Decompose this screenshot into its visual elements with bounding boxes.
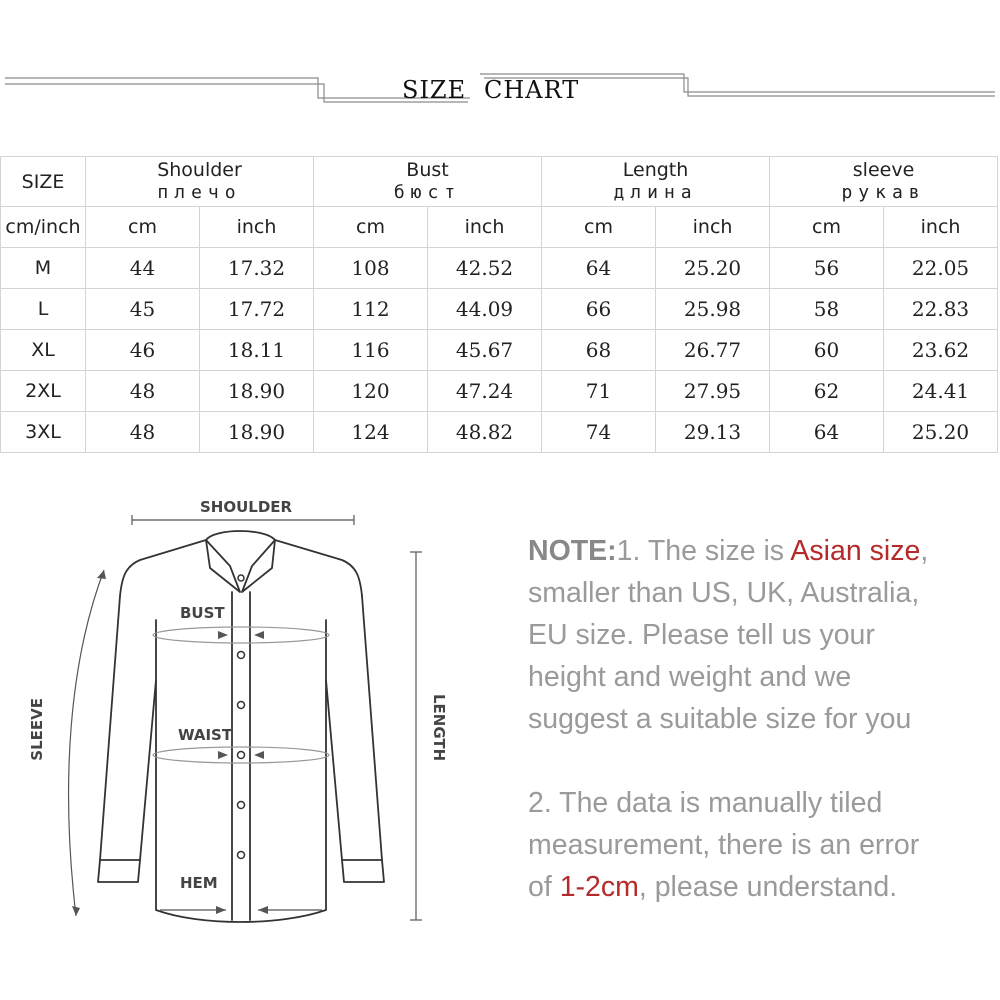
note-spacer	[528, 740, 993, 782]
table-group-header-row	[1, 157, 998, 207]
value-cell: 47.24	[428, 371, 542, 412]
note-2-line-2: measurement, there is an error	[528, 829, 920, 861]
value-cell: 25.20	[884, 412, 998, 453]
value-cell: 45.67	[428, 330, 542, 371]
value-cell: 66	[542, 289, 656, 330]
shirt-outline-icon	[0, 480, 480, 950]
unit-cell: inch	[200, 207, 314, 248]
group-label-en: sleeve	[852, 159, 915, 181]
note-1-line-4: height and weight and we	[528, 661, 852, 693]
value-cell: 22.05	[884, 248, 998, 289]
note-text: of	[528, 871, 560, 903]
note-2-line-1: 2. The data is manually tiled	[528, 787, 883, 819]
value-cell: 27.95	[656, 371, 770, 412]
value-cell: 116	[314, 330, 428, 371]
table-row	[1, 371, 998, 412]
value-cell: 48	[86, 371, 200, 412]
table-row	[1, 289, 998, 330]
value-cell: 42.52	[428, 248, 542, 289]
value-cell: 46	[86, 330, 200, 371]
note-text: ,	[920, 535, 929, 567]
waist-label: WAIST	[178, 726, 233, 744]
unit-cell: inch	[884, 207, 998, 248]
group-label-en: Bust	[406, 159, 449, 181]
value-cell: 48	[86, 412, 200, 453]
title-size: SIZE	[402, 76, 467, 104]
unit-cell: cm	[314, 207, 428, 248]
group-header-length	[542, 157, 770, 207]
note-1-line-3: EU size. Please tell us your	[528, 619, 875, 651]
unit-cell: inch	[656, 207, 770, 248]
note-2-line-3	[528, 866, 993, 908]
note-1-line-2: smaller than US, UK, Australia,	[528, 577, 920, 609]
group-label-en: Length	[622, 159, 689, 181]
size-cell: 3XL	[1, 412, 86, 453]
note-1-line-5: suggest a suitable size for you	[528, 703, 912, 735]
page-title	[400, 76, 600, 108]
table-row	[1, 248, 998, 289]
size-table	[0, 156, 998, 453]
value-cell: 124	[314, 412, 428, 453]
size-cell: M	[1, 248, 86, 289]
unit-cell: inch	[428, 207, 542, 248]
unit-cell: cm	[542, 207, 656, 248]
value-cell: 18.11	[200, 330, 314, 371]
note-text: , please understand.	[638, 871, 898, 903]
value-cell: 17.72	[200, 289, 314, 330]
value-cell: 29.13	[656, 412, 770, 453]
note-heading: NOTE:	[528, 535, 617, 567]
group-label-en: Shoulder	[157, 159, 242, 181]
group-header-bust	[314, 157, 542, 207]
table-row	[1, 412, 998, 453]
value-cell: 23.62	[884, 330, 998, 371]
table-row	[1, 330, 998, 371]
value-cell: 56	[770, 248, 884, 289]
value-cell: 60	[770, 330, 884, 371]
value-cell: 25.98	[656, 289, 770, 330]
value-cell: 48.82	[428, 412, 542, 453]
value-cell: 45	[86, 289, 200, 330]
group-header-shoulder	[86, 157, 314, 207]
value-cell: 64	[542, 248, 656, 289]
value-cell: 18.90	[200, 371, 314, 412]
value-cell: 44.09	[428, 289, 542, 330]
value-cell: 24.41	[884, 371, 998, 412]
value-cell: 68	[542, 330, 656, 371]
unit-cell: cm	[770, 207, 884, 248]
length-label: LENGTH	[430, 694, 448, 762]
value-cell: 112	[314, 289, 428, 330]
value-cell: 44	[86, 248, 200, 289]
value-cell: 17.32	[200, 248, 314, 289]
asian-size-highlight: Asian size	[790, 535, 921, 567]
group-label-ru: плечо	[157, 182, 242, 203]
value-cell: 62	[770, 371, 884, 412]
size-cell: 2XL	[1, 371, 86, 412]
table-unit-row	[1, 207, 998, 248]
hem-label: HEM	[180, 874, 218, 892]
value-cell: 120	[314, 371, 428, 412]
size-cell: XL	[1, 330, 86, 371]
unit-header-cell: cm/inch	[1, 207, 86, 248]
group-label-ru: рукав	[841, 182, 926, 203]
value-cell: 18.90	[200, 412, 314, 453]
shirt-measurement-diagram	[0, 480, 480, 950]
group-header-sleeve	[770, 157, 998, 207]
size-cell: L	[1, 289, 86, 330]
value-cell: 74	[542, 412, 656, 453]
value-cell: 22.83	[884, 289, 998, 330]
group-label-ru: бюст	[393, 182, 462, 203]
shoulder-label: SHOULDER	[200, 498, 293, 516]
sleeve-label: SLEEVE	[28, 698, 46, 761]
error-range-highlight: 1-2cm	[559, 871, 639, 903]
value-cell: 25.20	[656, 248, 770, 289]
size-notes	[528, 530, 993, 908]
title-chart: CHART	[484, 76, 580, 104]
size-header-cell: SIZE	[1, 157, 86, 207]
unit-cell: cm	[86, 207, 200, 248]
bust-label: BUST	[180, 604, 225, 622]
value-cell: 58	[770, 289, 884, 330]
value-cell: 26.77	[656, 330, 770, 371]
note-text: 1. The size is	[616, 535, 791, 567]
note-1-line-1	[528, 530, 993, 572]
value-cell: 71	[542, 371, 656, 412]
size-chart-header	[0, 60, 1000, 120]
group-label-ru: длина	[613, 182, 698, 203]
value-cell: 64	[770, 412, 884, 453]
value-cell: 108	[314, 248, 428, 289]
